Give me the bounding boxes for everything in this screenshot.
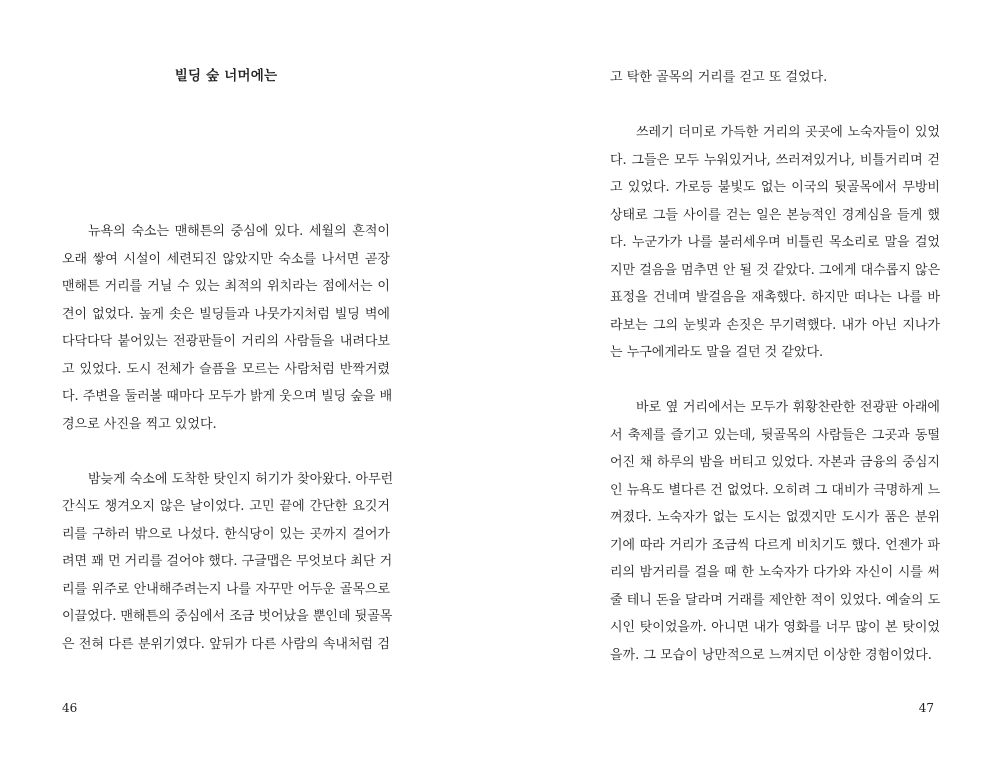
text-line: 표정을 건네며 발걸음을 재촉했다. 하지만 떠나는 나를 바 — [610, 290, 940, 305]
right-page-body — [610, 64, 940, 669]
text-line: 줄 테니 돈을 달라며 거래를 제안한 적이 있었다. 예술의 도 — [610, 592, 941, 608]
text-line: 은 전혀 다른 분위기였다. 앞뒤가 다른 사람의 속내처럼 검 — [62, 636, 390, 652]
paragraph-gap — [610, 367, 940, 395]
text-line: 맨해튼 거리를 거닐 수 있는 최적의 위치라는 점에서는 이 — [62, 279, 390, 294]
text-line: 서 축제를 즐기고 있는데, 뒷골목의 사람들은 그곳과 동떨 — [610, 427, 940, 443]
text-line: 을까. 그 모습이 낭만적으로 느껴지던 이상한 경험이었다. — [610, 647, 932, 663]
text-line: 고 있었다. 가로등 불빛도 없는 이국의 뒷골목에서 무방비 — [610, 180, 940, 195]
left-page-body — [62, 218, 394, 658]
text-line: 리를 위주로 안내해주려는지 나를 자꾸만 어두운 골목으로 — [62, 581, 390, 597]
text-line: 어진 채 하루의 밤을 버티고 있었다. 자본과 금융의 중심지 — [610, 455, 940, 470]
chapter-title: 빌딩 숲 너머에는 — [174, 68, 278, 84]
text-line: 껴졌다. 노숙자가 없는 도시는 없겠지만 도시가 품은 분위 — [610, 510, 940, 525]
text-line: 리를 구하러 밖으로 나섰다. 한식당이 있는 곳까지 걸어가 — [62, 526, 390, 542]
text-line: 지만 걸음을 멈추면 안 될 것 같았다. 그에게 대수롭지 않은 — [610, 262, 941, 278]
text-line: 는 누구에게라도 말을 걸던 것 같았다. — [610, 345, 824, 360]
text-line: 바로 옆 거리에서는 모두가 휘황찬란한 전광판 아래에 — [636, 400, 940, 415]
text-line: 다. 주변을 둘러볼 때마다 모두가 밝게 웃으며 빌딩 숲을 배 — [62, 389, 393, 404]
text-line: 리의 밤거리를 걸을 때 한 노숙자가 다가와 자신이 시를 써 — [610, 565, 940, 580]
text-line: 인 뉴욕도 별다른 건 없었다. 오히려 그 대비가 극명하게 느 — [610, 482, 941, 498]
paragraph-gap — [610, 92, 940, 120]
text-line: 다. 누군가가 나를 불러세우며 비틀린 목소리로 말을 걸었 — [610, 235, 940, 250]
paragraph-gap — [62, 438, 390, 466]
text-line: 다닥다닥 붙어있는 전광판들이 거리의 사람들을 내려다보 — [62, 334, 390, 349]
text-line: 상태로 그들 사이를 걷는 일은 본능적인 경계심을 들게 했 — [610, 207, 940, 223]
page-number: 47 — [918, 701, 934, 715]
text-line: 기에 따라 거리가 조금씩 다르게 비치기도 했다. 언젠가 파 — [610, 537, 940, 553]
text-line: 고 있었다. 도시 전체가 슬픔을 모르는 사람처럼 반짝거렸 — [62, 361, 390, 377]
text-line: 오래 쌓여 시설이 세련되진 않았지만 숙소를 나서면 곧장 — [62, 251, 390, 267]
left-page — [62, 0, 394, 760]
text-line: 밤늦게 숙소에 도착한 탓인지 허기가 찾아왔다. 아무런 — [88, 471, 394, 487]
text-line: 견이 없었다. 높게 솟은 빌딩들과 나뭇가지처럼 빌딩 벽에 — [62, 306, 390, 322]
right-page — [610, 0, 940, 760]
page-number: 46 — [62, 701, 78, 715]
text-line: 쓰레기 더미로 가득한 거리의 곳곳에 노숙자들이 있었 — [636, 125, 940, 140]
text-line: 다. 그들은 모두 누워있거나, 쓰러져있거나, 비틀거리며 걷 — [610, 152, 940, 168]
text-line: 시인 탓이었을까. 아니면 내가 영화를 너무 많이 본 탓이었 — [610, 620, 940, 635]
text-line: 뉴욕의 숙소는 맨해튼의 중심에 있다. 세월의 흔적이 — [88, 224, 390, 239]
text-line: 경으로 사진을 찍고 있었다. — [62, 416, 217, 432]
text-line: 라보는 그의 눈빛과 손짓은 무기력했다. 내가 아닌 지나가 — [610, 317, 940, 333]
text-line: 려면 꽤 먼 거리를 걸어야 했다. 구글맵은 무엇보다 최단 거 — [62, 554, 393, 569]
text-line: 고 탁한 골목의 거리를 걷고 또 걸었다. — [610, 70, 828, 85]
text-line: 간식도 챙겨오지 않은 날이었다. 고민 끝에 간단한 요깃거 — [62, 499, 390, 514]
text-line: 이끌었다. 맨해튼의 중심에서 조금 벗어났을 뿐인데 뒷골목 — [62, 609, 393, 624]
